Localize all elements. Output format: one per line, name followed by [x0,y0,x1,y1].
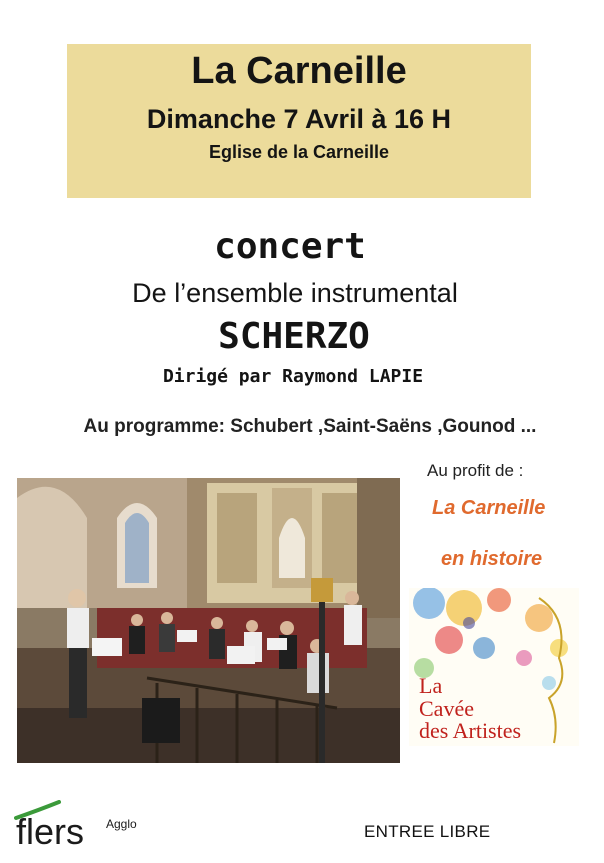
ensemble-name: SCHERZO [218,316,370,357]
poster-text-line-1: La [419,673,443,698]
benefit-label: Au profit de : [427,461,524,480]
event-date: Dimanche 7 Avril à 16 H [146,104,452,134]
beneficiary-line-2: en histoire [441,548,543,570]
poster-text-line-2: Cavée [419,696,474,721]
flers-agglo-logo [14,800,154,850]
header-banner [67,44,531,198]
logo-main-text: flers [16,811,85,850]
event-venue: Eglise de la Carneille [208,142,390,162]
entry-info: ENTREE LIBRE [364,822,491,841]
logo-sub-text: Agglo [106,817,137,831]
location-title: La Carneille [191,50,407,92]
programme-line: Au programme: Schubert ,Saint-Saëns ,Gounod ... [83,416,537,437]
beneficiary-line-1: La Carneille [432,497,546,519]
event-type: concert [214,226,366,267]
poster-text-line-3: des Artistes [419,718,522,743]
ensemble-line: De l’ensemble instrumental [132,278,458,308]
director-line: Dirigé par Raymond LAPIE [162,366,424,387]
concert-photo [17,478,400,763]
cavee-des-artistes-poster [409,588,579,746]
